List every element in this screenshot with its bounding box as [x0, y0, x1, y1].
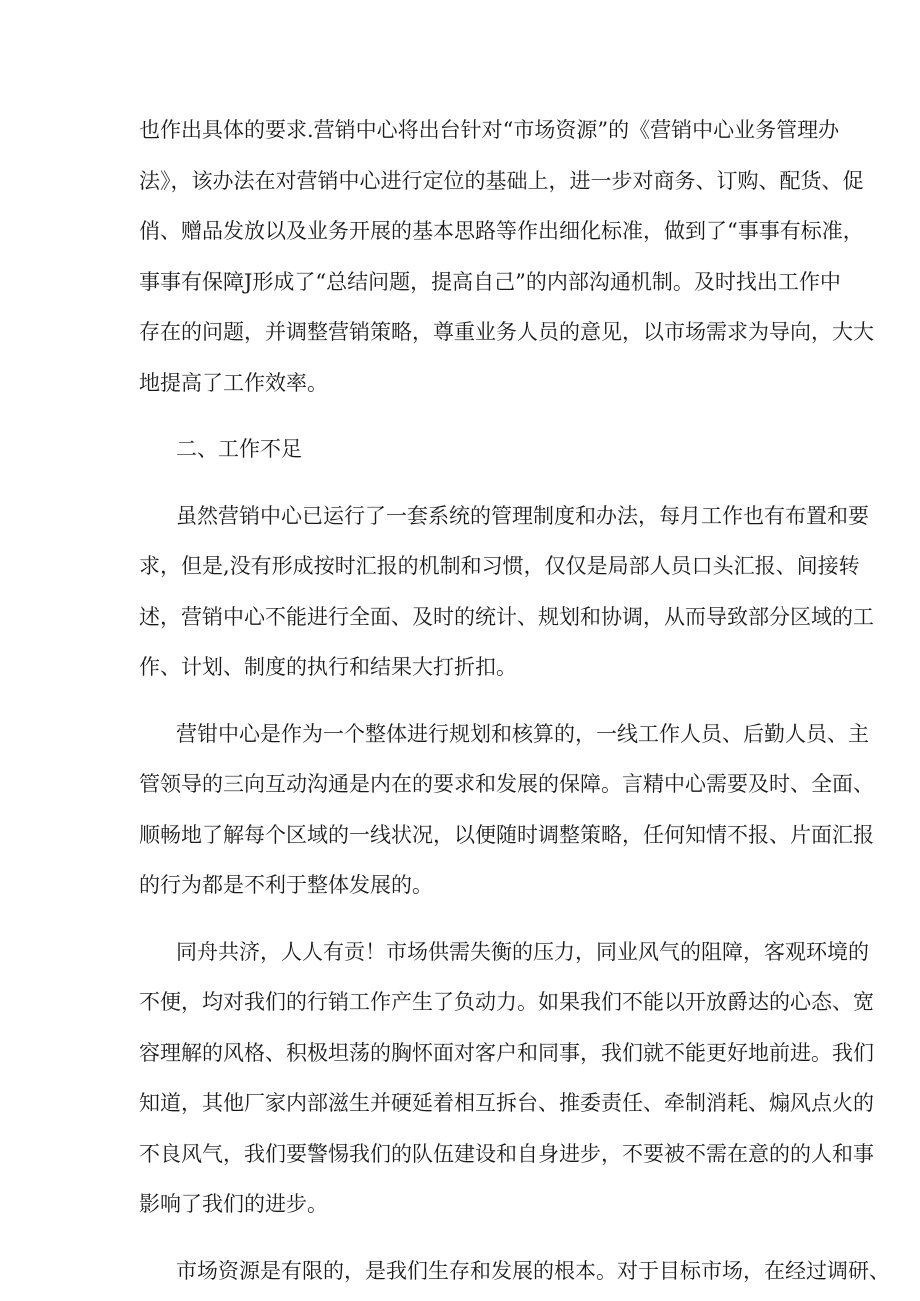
paragraph-line: 俏、赠品发放以及业务开展的基本思路等作出细化标准，做到了“事事有标准，: [139, 219, 864, 243]
section-heading: 二、工作不足: [176, 437, 302, 461]
paragraph-line: 同舟共济，人人有贡！市场供需失衡的压力，同业风气的阻障，客观环境的: [176, 940, 869, 964]
paragraph-line: 法》，该办法在对营销中心进行定位的基础上，进一步对商务、订购、配货、促: [139, 169, 864, 193]
paragraph-line: 求，但是,没有形成按时汇报的机制和习惯，仅仅是局部人员口头汇报、间接转: [139, 554, 860, 578]
paragraph-line: 事事有保障J形成了“总结问题，提高自己”的内部沟通机制。及时找出工作中: [139, 270, 841, 294]
paragraph-line: 地提高了工作效率。: [139, 371, 328, 395]
paragraph-line: 不便，均对我们的行销工作产生了负动力。如果我们不能以开放爵达的心态、宽: [139, 990, 874, 1014]
paragraph-line: 营钳中心是作为一个整体进行规划和核算的，一线工作人员、后勤人员、主: [176, 722, 869, 746]
paragraph-line: 存在的问题，并调整营销策略，尊重业务人员的意见，以市场需求为导向，大大: [139, 320, 874, 344]
paragraph-line: 市场资源是有限的，是我们生存和发展的根本。对于目标市场，在经过调研、: [176, 1259, 890, 1283]
paragraph-line: 的行为都是不利于整体发展的。: [139, 873, 433, 897]
paragraph-line: 管领导的三向互动沟通是内在的要求和发展的保障。言精中心需要及时、全面、: [139, 772, 874, 796]
paragraph-line: 作、计划、制度的执行和结果大打折扣。: [139, 655, 517, 679]
paragraph-line: 述，营销中心不能进行全面、及时的统计、规划和协调，从而导致部分区域的工: [139, 605, 874, 629]
paragraph-line: 顺畅地了解每个区域的一线状况，以便随时调整策略，任何知情不报、片面汇报: [139, 823, 874, 847]
paragraph-line: 也作出具体的要求.营销中心将出台针对“市场资源”的《营销中心业务管理办: [139, 118, 840, 142]
paragraph-line: 虽然营销中心已运行了一套系统的管理制度和办法，每月工作也有布置和要: [176, 504, 869, 528]
paragraph-line: 影响了我们的进步。: [139, 1192, 328, 1216]
paragraph-line: 容理解的风格、积极坦荡的胸怀面对客户和同事，我们就不能更好地前进。我们: [139, 1041, 874, 1065]
paragraph-line: 不良风气，我们要警惕我们的队伍建设和自身进步，不要被不需在意的的人和事: [139, 1142, 874, 1166]
paragraph-line: 知道，其他厂家内部滋生并硬延着相互拆台、推委责任、牵制消耗、煽风点火的: [139, 1091, 874, 1115]
